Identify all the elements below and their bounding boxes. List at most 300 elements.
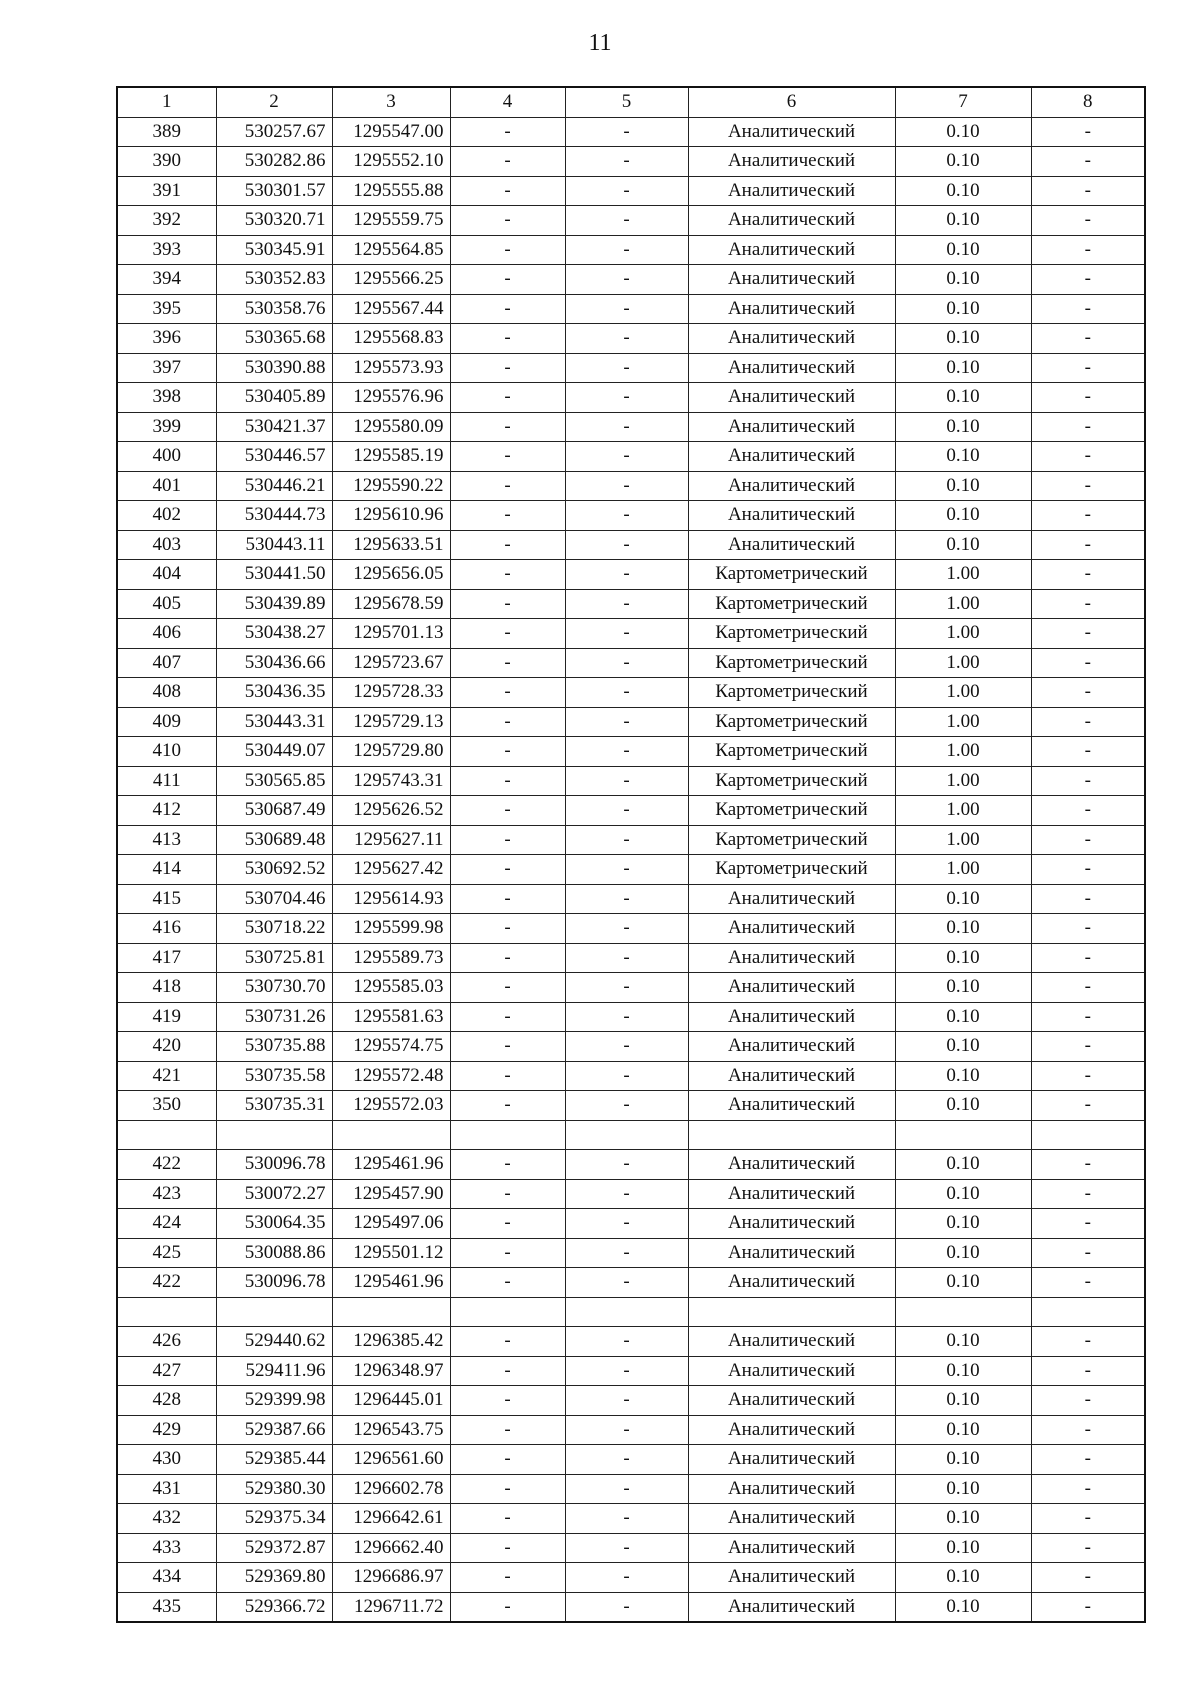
table-row	[117, 117, 1145, 147]
table-cell: Аналитический	[688, 324, 895, 354]
table-cell: 1296348.97	[332, 1356, 450, 1386]
table-cell: 1295585.03	[332, 973, 450, 1003]
table-cell	[688, 1297, 895, 1327]
table-cell	[450, 1297, 565, 1327]
table-cell: -	[450, 560, 565, 590]
table-cell: 530439.89	[216, 589, 332, 619]
table-cell: Картометрический	[688, 825, 895, 855]
table-row	[117, 1268, 1145, 1298]
table-cell: 1296543.75	[332, 1415, 450, 1445]
table-cell: -	[450, 1032, 565, 1062]
table-cell: 530365.68	[216, 324, 332, 354]
table-cell: 530735.88	[216, 1032, 332, 1062]
table-cell: Картометрический	[688, 560, 895, 590]
table-cell: -	[565, 1032, 688, 1062]
table-cell: 390	[117, 147, 216, 177]
table-cell: -	[450, 147, 565, 177]
table-cell: Аналитический	[688, 1091, 895, 1121]
table-cell: -	[565, 973, 688, 1003]
table-row	[117, 973, 1145, 1003]
table-row	[117, 619, 1145, 649]
table-cell: -	[450, 1533, 565, 1563]
table-cell: -	[565, 855, 688, 885]
table-cell: -	[565, 884, 688, 914]
table-cell: 1295729.80	[332, 737, 450, 767]
table-cell: -	[1031, 324, 1145, 354]
table-cell: Аналитический	[688, 943, 895, 973]
table-cell: -	[1031, 147, 1145, 177]
table-cell	[895, 1120, 1031, 1150]
header-row	[117, 87, 1145, 117]
table-cell: 1295743.31	[332, 766, 450, 796]
table-cell: -	[450, 206, 565, 236]
table-cell: 0.10	[895, 235, 1031, 265]
table-cell: -	[1031, 235, 1145, 265]
table-cell: 0.10	[895, 1592, 1031, 1622]
table-cell: -	[450, 1327, 565, 1357]
table-cell: 413	[117, 825, 216, 855]
table-cell: -	[450, 1504, 565, 1534]
table-cell: 530345.91	[216, 235, 332, 265]
table-cell: 397	[117, 353, 216, 383]
table-cell: Картометрический	[688, 589, 895, 619]
table-cell: 1.00	[895, 707, 1031, 737]
table-cell: 0.10	[895, 471, 1031, 501]
table-row	[117, 324, 1145, 354]
table-cell: 1295723.67	[332, 648, 450, 678]
table-cell: -	[450, 1002, 565, 1032]
table-cell: 529369.80	[216, 1563, 332, 1593]
table-cell: 419	[117, 1002, 216, 1032]
table-cell: -	[565, 914, 688, 944]
table-cell: -	[1031, 1002, 1145, 1032]
table-cell: -	[1031, 206, 1145, 236]
table-cell: -	[565, 1327, 688, 1357]
table-row	[117, 1179, 1145, 1209]
table-cell: Картометрический	[688, 855, 895, 885]
table-cell: 399	[117, 412, 216, 442]
table-cell: -	[450, 766, 565, 796]
table-cell: Аналитический	[688, 353, 895, 383]
table-cell: -	[1031, 1386, 1145, 1416]
table-cell: 425	[117, 1238, 216, 1268]
table-cell	[117, 1120, 216, 1150]
table-cell: 1295552.10	[332, 147, 450, 177]
table-cell: 1295599.98	[332, 914, 450, 944]
table-cell: 422	[117, 1150, 216, 1180]
table-row	[117, 1209, 1145, 1239]
table-cell: 529366.72	[216, 1592, 332, 1622]
table-cell: 530731.26	[216, 1002, 332, 1032]
table-cell: 1295497.06	[332, 1209, 450, 1239]
table-cell: 389	[117, 117, 216, 147]
table-cell	[216, 1120, 332, 1150]
table-cell: 0.10	[895, 501, 1031, 531]
table-cell: 0.10	[895, 1474, 1031, 1504]
table-cell: 530689.48	[216, 825, 332, 855]
table-cell: 0.10	[895, 412, 1031, 442]
table-row	[117, 796, 1145, 826]
table-cell: 530704.46	[216, 884, 332, 914]
table-cell: 1295585.19	[332, 442, 450, 472]
table-cell: 0.10	[895, 206, 1031, 236]
table-cell: Аналитический	[688, 914, 895, 944]
table-cell: Аналитический	[688, 1474, 895, 1504]
table-cell: -	[565, 442, 688, 472]
table-cell: Аналитический	[688, 1504, 895, 1534]
table-cell: -	[1031, 1032, 1145, 1062]
table-cell: -	[565, 678, 688, 708]
table-cell: 530446.57	[216, 442, 332, 472]
table-cell: Картометрический	[688, 737, 895, 767]
table-cell: -	[565, 1061, 688, 1091]
table-cell: 0.10	[895, 1209, 1031, 1239]
table-row	[117, 560, 1145, 590]
table-cell: 530446.21	[216, 471, 332, 501]
table-cell: -	[450, 383, 565, 413]
table-cell: -	[1031, 530, 1145, 560]
table-cell: 431	[117, 1474, 216, 1504]
table-cell: 417	[117, 943, 216, 973]
table-cell: 1295576.96	[332, 383, 450, 413]
column-header-7: 7	[895, 87, 1031, 117]
table-cell: 1295627.11	[332, 825, 450, 855]
table-cell: -	[1031, 353, 1145, 383]
table-cell: 1295580.09	[332, 412, 450, 442]
table-cell: -	[565, 737, 688, 767]
table-cell: -	[565, 1445, 688, 1475]
table-cell: -	[450, 914, 565, 944]
table-cell: -	[565, 589, 688, 619]
table-cell: 0.10	[895, 1268, 1031, 1298]
table-cell: -	[565, 766, 688, 796]
table-cell: -	[450, 1268, 565, 1298]
table-cell	[565, 1297, 688, 1327]
table-cell	[688, 1120, 895, 1150]
table-cell: Аналитический	[688, 1268, 895, 1298]
table-cell: -	[1031, 1356, 1145, 1386]
table-cell: -	[450, 117, 565, 147]
table-row	[117, 1415, 1145, 1445]
table-cell: -	[450, 973, 565, 1003]
table-cell: -	[565, 412, 688, 442]
table-cell: 1295573.93	[332, 353, 450, 383]
table-cell: -	[1031, 117, 1145, 147]
table-cell: 1295555.88	[332, 176, 450, 206]
table-row	[117, 766, 1145, 796]
table-cell: -	[450, 855, 565, 885]
table-cell: 1296385.42	[332, 1327, 450, 1357]
table-cell: 0.10	[895, 1327, 1031, 1357]
table-cell: -	[1031, 383, 1145, 413]
table-cell: 420	[117, 1032, 216, 1062]
table-cell: -	[1031, 707, 1145, 737]
table-cell: 0.10	[895, 1356, 1031, 1386]
table-cell: 0.10	[895, 1091, 1031, 1121]
table-cell: 423	[117, 1179, 216, 1209]
table-row	[117, 147, 1145, 177]
table-cell: Аналитический	[688, 1002, 895, 1032]
table-cell: 1295614.93	[332, 884, 450, 914]
table-cell: 530088.86	[216, 1238, 332, 1268]
coordinates-table	[116, 86, 1146, 1623]
table-cell: 1295461.96	[332, 1268, 450, 1298]
table-cell: 530687.49	[216, 796, 332, 826]
table-cell: Аналитический	[688, 1445, 895, 1475]
table-cell: -	[565, 1533, 688, 1563]
table-cell: 410	[117, 737, 216, 767]
table-cell: 0.10	[895, 383, 1031, 413]
table-cell: 1295574.75	[332, 1032, 450, 1062]
table-cell: 0.10	[895, 442, 1031, 472]
table-cell: 0.10	[895, 1150, 1031, 1180]
table-cell: -	[450, 884, 565, 914]
table-cell: 414	[117, 855, 216, 885]
table-row	[117, 176, 1145, 206]
table-row	[117, 884, 1145, 914]
table-row	[117, 1327, 1145, 1357]
table-cell: 402	[117, 501, 216, 531]
table-cell: 529385.44	[216, 1445, 332, 1475]
table-row	[117, 206, 1145, 236]
table-cell: -	[565, 117, 688, 147]
table-cell: 411	[117, 766, 216, 796]
table-cell: 1295728.33	[332, 678, 450, 708]
table-cell: -	[1031, 619, 1145, 649]
table-cell: -	[450, 1356, 565, 1386]
table-cell: 530565.85	[216, 766, 332, 796]
table-cell: 1295627.42	[332, 855, 450, 885]
table-cell: 530730.70	[216, 973, 332, 1003]
table-cell: 1295729.13	[332, 707, 450, 737]
table-cell: -	[450, 589, 565, 619]
table-cell: 1296642.61	[332, 1504, 450, 1534]
table-cell: Аналитический	[688, 265, 895, 295]
table-cell: 530072.27	[216, 1179, 332, 1209]
table-cell: 1296686.97	[332, 1563, 450, 1593]
table-cell: 529380.30	[216, 1474, 332, 1504]
table-cell: -	[565, 353, 688, 383]
table-cell	[1031, 1297, 1145, 1327]
table-cell: 530096.78	[216, 1268, 332, 1298]
table-cell: 530096.78	[216, 1150, 332, 1180]
table-cell: -	[1031, 265, 1145, 295]
table-cell: -	[565, 1356, 688, 1386]
table-cell: -	[1031, 1415, 1145, 1445]
table-row	[117, 1238, 1145, 1268]
table-row	[117, 1120, 1145, 1150]
page-number: 11	[588, 30, 612, 56]
table-cell: 1.00	[895, 796, 1031, 826]
table-cell: -	[1031, 1179, 1145, 1209]
table-cell: -	[1031, 1209, 1145, 1239]
table-row	[117, 1386, 1145, 1416]
table-cell: -	[450, 737, 565, 767]
table-cell: -	[1031, 1327, 1145, 1357]
table-row	[117, 235, 1145, 265]
table-cell: 400	[117, 442, 216, 472]
table-cell: 0.10	[895, 884, 1031, 914]
table-cell: 530718.22	[216, 914, 332, 944]
table-cell: -	[565, 1592, 688, 1622]
table-row	[117, 648, 1145, 678]
column-header-2: 2	[216, 87, 332, 117]
table-cell: 405	[117, 589, 216, 619]
table-cell: 0.10	[895, 1533, 1031, 1563]
table-cell: Аналитический	[688, 383, 895, 413]
table-cell: 433	[117, 1533, 216, 1563]
table-cell: 0.10	[895, 1179, 1031, 1209]
table-cell: -	[565, 324, 688, 354]
table-cell: Аналитический	[688, 1327, 895, 1357]
table-cell: -	[565, 206, 688, 236]
table-cell: 0.10	[895, 147, 1031, 177]
table-cell: 530449.07	[216, 737, 332, 767]
table-cell: 0.10	[895, 294, 1031, 324]
table-cell: 529372.87	[216, 1533, 332, 1563]
table-cell: -	[565, 235, 688, 265]
table-cell: Картометрический	[688, 766, 895, 796]
table-cell: Аналитический	[688, 412, 895, 442]
table-cell: 408	[117, 678, 216, 708]
table-cell: -	[1031, 943, 1145, 973]
table-cell: -	[1031, 648, 1145, 678]
table-cell: 1295566.25	[332, 265, 450, 295]
table-cell: -	[450, 1150, 565, 1180]
table-row	[117, 589, 1145, 619]
table-cell: 0.10	[895, 530, 1031, 560]
table-cell: -	[565, 383, 688, 413]
table-cell: Аналитический	[688, 1238, 895, 1268]
table-cell: Аналитический	[688, 1179, 895, 1209]
table-cell: 0.10	[895, 914, 1031, 944]
table-row	[117, 1002, 1145, 1032]
table-cell: 392	[117, 206, 216, 236]
table-cell: -	[450, 324, 565, 354]
table-cell: -	[565, 1386, 688, 1416]
table-cell: 530301.57	[216, 176, 332, 206]
table-cell: Аналитический	[688, 1415, 895, 1445]
table-cell: -	[565, 501, 688, 531]
table-cell: 529375.34	[216, 1504, 332, 1534]
table-cell: -	[1031, 412, 1145, 442]
table-cell: 1.00	[895, 589, 1031, 619]
table-cell: -	[1031, 914, 1145, 944]
table-cell: 1.00	[895, 825, 1031, 855]
table-cell: 422	[117, 1268, 216, 1298]
table-cell: 0.10	[895, 1386, 1031, 1416]
table-cell: 1.00	[895, 766, 1031, 796]
table-cell: Аналитический	[688, 1592, 895, 1622]
table-cell: Аналитический	[688, 176, 895, 206]
table-cell: Аналитический	[688, 501, 895, 531]
table-cell: -	[1031, 796, 1145, 826]
table-row	[117, 1061, 1145, 1091]
table-cell: -	[565, 530, 688, 560]
table-cell: 1295633.51	[332, 530, 450, 560]
table-cell: 432	[117, 1504, 216, 1534]
table-cell: -	[565, 265, 688, 295]
table-cell: 530443.11	[216, 530, 332, 560]
table-cell: -	[565, 1268, 688, 1298]
table-cell: 1.00	[895, 560, 1031, 590]
table-cell: -	[1031, 1592, 1145, 1622]
table-cell: -	[1031, 678, 1145, 708]
table-cell: 0.10	[895, 1415, 1031, 1445]
table-cell: 1295572.48	[332, 1061, 450, 1091]
table-cell: Аналитический	[688, 1386, 895, 1416]
column-header-8: 8	[1031, 87, 1145, 117]
table-cell: 1.00	[895, 678, 1031, 708]
table-cell: -	[450, 1386, 565, 1416]
table-cell: -	[1031, 1061, 1145, 1091]
table-cell: Аналитический	[688, 530, 895, 560]
table-cell: Картометрический	[688, 678, 895, 708]
table-cell: 421	[117, 1061, 216, 1091]
table-cell: Аналитический	[688, 442, 895, 472]
table-cell: -	[1031, 471, 1145, 501]
table-cell: Картометрический	[688, 648, 895, 678]
table-cell: -	[565, 648, 688, 678]
table-cell: -	[450, 442, 565, 472]
column-header-4: 4	[450, 87, 565, 117]
table-cell: -	[450, 1179, 565, 1209]
table-cell: Аналитический	[688, 235, 895, 265]
table-cell: -	[565, 707, 688, 737]
table-row	[117, 737, 1145, 767]
table-cell: -	[565, 796, 688, 826]
table-cell: 424	[117, 1209, 216, 1239]
table-cell: 0.10	[895, 943, 1031, 973]
table-cell: 435	[117, 1592, 216, 1622]
table-cell: 1295656.05	[332, 560, 450, 590]
table-row	[117, 943, 1145, 973]
table-cell: 401	[117, 471, 216, 501]
table-cell: -	[565, 1238, 688, 1268]
table-cell: 0.10	[895, 973, 1031, 1003]
table-cell: -	[450, 1563, 565, 1593]
table-row	[117, 707, 1145, 737]
table-cell: -	[1031, 560, 1145, 590]
table-cell: Аналитический	[688, 117, 895, 147]
table-cell: 1295572.03	[332, 1091, 450, 1121]
table-cell: 0.10	[895, 1061, 1031, 1091]
table-cell: -	[1031, 1563, 1145, 1593]
table-row	[117, 855, 1145, 885]
table-cell: 530421.37	[216, 412, 332, 442]
table-cell: 407	[117, 648, 216, 678]
table-cell: -	[1031, 294, 1145, 324]
table-cell: 530282.86	[216, 147, 332, 177]
table-cell: 1295559.75	[332, 206, 450, 236]
column-header-1: 1	[117, 87, 216, 117]
table-cell: 0.10	[895, 1445, 1031, 1475]
table-row	[117, 471, 1145, 501]
table-cell: 428	[117, 1386, 216, 1416]
table-cell: 1296602.78	[332, 1474, 450, 1504]
table-cell: Аналитический	[688, 1032, 895, 1062]
table-cell: 530438.27	[216, 619, 332, 649]
table-cell: -	[565, 943, 688, 973]
table-cell: Аналитический	[688, 1150, 895, 1180]
table-cell: -	[450, 1592, 565, 1622]
table-cell: 429	[117, 1415, 216, 1445]
table-cell: Аналитический	[688, 1061, 895, 1091]
table-row	[117, 825, 1145, 855]
table-cell: -	[565, 1179, 688, 1209]
table-row	[117, 1563, 1145, 1593]
table-cell: 1.00	[895, 737, 1031, 767]
